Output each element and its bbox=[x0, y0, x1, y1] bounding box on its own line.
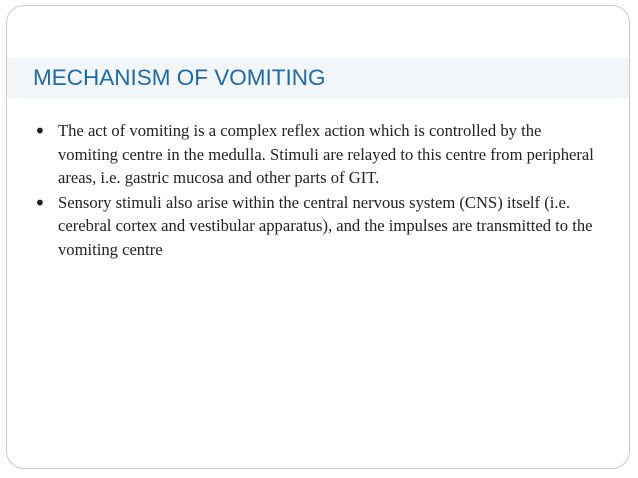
bullet-item bbox=[34, 119, 594, 190]
bullet-text: Sensory stimuli also arise within the central nervous system (CNS) itself (i.e. cerebral cortex and vestibular apparatus), and the impulses are transmitted to the vomiting centre bbox=[58, 192, 593, 259]
bullet-dot-icon: • bbox=[34, 190, 46, 215]
bullet-list bbox=[34, 119, 594, 263]
slide-title: MECHANISM OF VOMITING bbox=[33, 65, 326, 90]
bullet-text: The act of vomiting is a complex reflex action which is controlled by the vomiting centre in the medulla. Stimuli are relayed to this centre from peripheral areas, i.e. gastric mucosa and other parts of GIT. bbox=[58, 121, 594, 188]
bullet-item bbox=[34, 191, 594, 262]
bullet-dot-icon: • bbox=[34, 119, 46, 143]
